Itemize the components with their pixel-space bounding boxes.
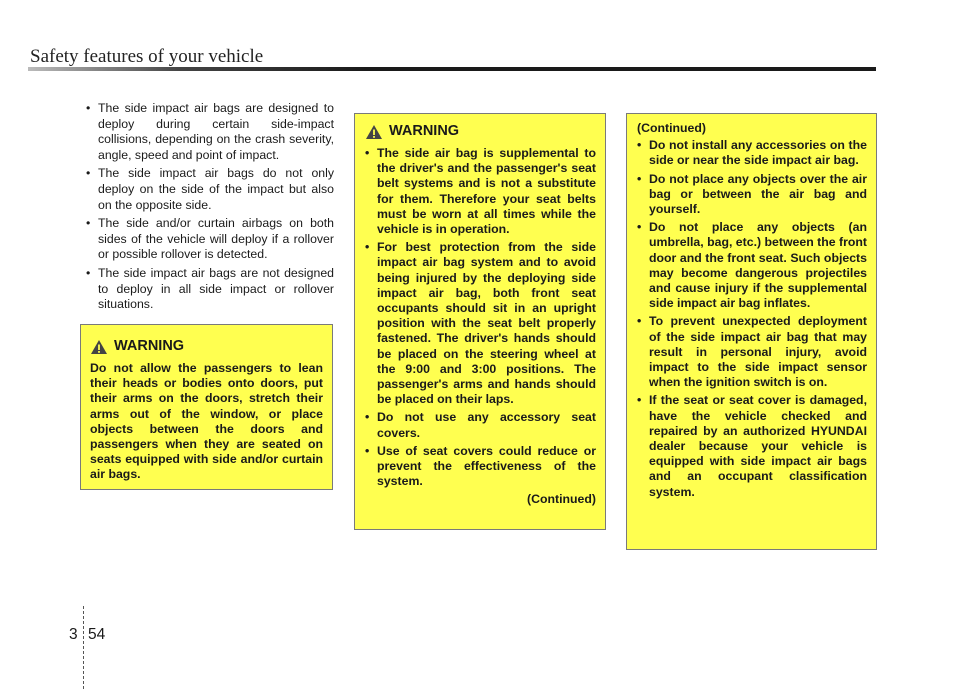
page-title: Safety features of your vehicle [30, 46, 264, 67]
warning-triangle-icon [365, 124, 383, 140]
list-item: • Do not place any objects (an umbrella, bag, etc.) between the front door and the front seat. Such objects may become dangerous projectiles and cause injury if the supplemental side impact air bag inflates. [637, 220, 867, 311]
continued-label: (Continued) [637, 121, 706, 135]
warning-box-middle [354, 113, 606, 530]
list-item: • The side impact air bags are not designed to deploy in all side impact or rollover situations. [86, 266, 334, 313]
list-item: • Do not install any accessories on the side or near the side impact air bag. [637, 138, 867, 168]
warning-title: WARNING [114, 338, 185, 355]
list-item: • The side impact air bags are designed to deploy during certain side-impact collisions, depending on the crash severity, angle, speed and point of impact. [86, 101, 334, 163]
list-item: • Do not use any accessory seat covers. [365, 410, 596, 440]
warning-header [365, 124, 596, 140]
list-item: • If the seat or seat cover is damaged, have the vehicle checked and repaired by an authorized HYUNDAI dealer because your vehicle is equipped with side impact air bags and an occupant classification system. [637, 393, 867, 499]
warning-title: WARNING [389, 123, 460, 140]
list-item: • The side impact air bags do not only deploy on the side of the impact but also on the opposite side. [86, 166, 334, 213]
warning-header [90, 339, 323, 355]
continued-label: (Continued) [527, 492, 596, 507]
warning-box-right [626, 113, 877, 550]
warning-box-left [80, 324, 333, 490]
page-number: 54 [88, 626, 106, 643]
left-bullet-list [86, 101, 334, 316]
warning-list [637, 138, 867, 500]
warning-list [365, 146, 596, 489]
header-rule [28, 67, 876, 71]
list-item: • For best protection from the side impact air bag system and to avoid being injured by the deploying side impact air bag, both front seat occupants should sit in an upright position with the seat belt properly fastened. The driver's hands should be placed on the steering wheel at the 9:00 and 3:00 positions. The passenger's arms and hands should be placed on their laps. [365, 240, 596, 407]
chapter-number: 3 [69, 626, 78, 643]
warning-text: Do not allow the passengers to lean their heads or bodies onto doors, put their arms on the doors, stretch their arms out of the window, or place objects between the doors and passengers when they are seated on seats equipped with side and/or curtain air bags. [90, 361, 323, 482]
list-item: • The side air bag is supplemental to the driver's and the passenger's seat belt systems and is not a substitute for them. Therefore your seat belts must be worn at all times while the vehicle is in operation. [365, 146, 596, 237]
warning-triangle-icon [90, 339, 108, 355]
list-item: • Do not place any objects over the air bag or between the air bag and yourself. [637, 172, 867, 218]
list-item: • Use of seat covers could reduce or prevent the effectiveness of the system. [365, 444, 596, 490]
page-divider [83, 606, 84, 689]
list-item: • To prevent unexpected deployment of the side impact air bag that may result in personal injury, avoid impact to the side impact sensor when the ignition switch is on. [637, 314, 867, 390]
list-item: • The side and/or curtain airbags on both sides of the vehicle will deploy if a rollover or possible rollover is detected. [86, 216, 334, 263]
